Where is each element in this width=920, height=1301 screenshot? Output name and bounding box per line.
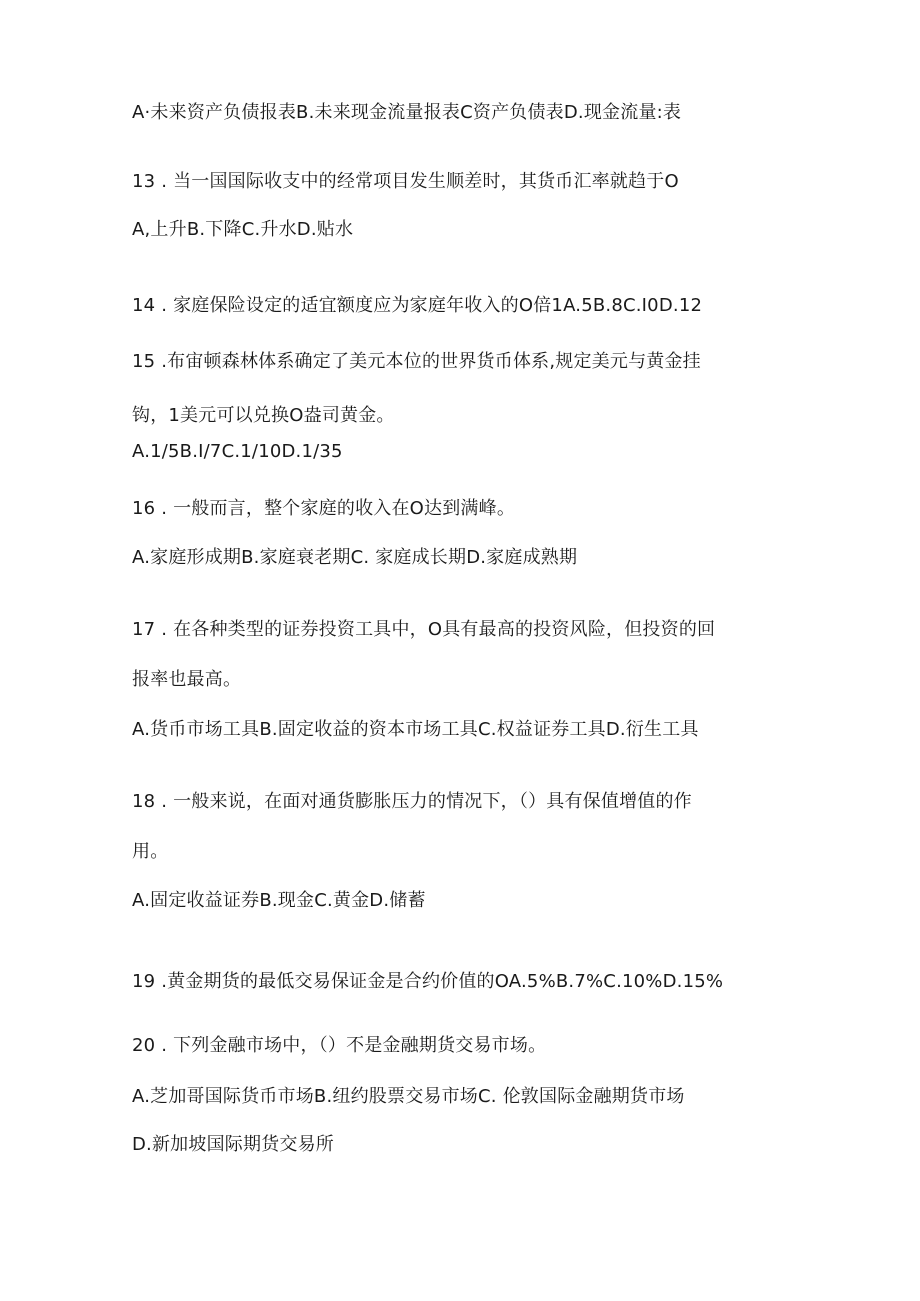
answer-options-18: A.固定收益证券B.现金C.黄金D.储蓄: [132, 890, 426, 911]
answer-options-20-line-2: D.新加坡国际期货交易所: [132, 1134, 334, 1155]
question-16: 16 . 一般而言，整个家庭的收入在O达到满峰。: [132, 498, 516, 519]
answer-options-12: A·未来资产负债报表B.未来现金流量报表C资产负债表D.现金流量:表: [132, 102, 682, 123]
answer-options-16: A.家庭形成期B.家庭衰老期C. 家庭成长期D.家庭成熟期: [132, 547, 578, 568]
answer-options-20-line-1: A.芝加哥国际货币市场B.纽约股票交易市场C. 伦敦国际金融期货市场: [132, 1086, 685, 1107]
question-17-line-1: 17 . 在各种类型的证券投资工具中，O具有最高的投资风险，但投资的回: [132, 619, 716, 640]
question-13: 13 . 当一国国际收支中的经常项目发生顺差时，其货币汇率就趋于O: [132, 171, 679, 192]
answer-options-17: A.货币市场工具B.固定收益的资本市场工具C.权益证券工具D.衍生工具: [132, 719, 699, 740]
question-17-line-2: 报率也最高。: [132, 669, 242, 690]
question-20: 20 . 下列金融市场中，（）不是金融期货交易市场。: [132, 1035, 547, 1056]
question-19: 19 .黄金期货的最低交易保证金是合约价值的OA.5%B.7%C.10%D.15%: [132, 971, 724, 992]
question-18-line-2: 用。: [132, 841, 169, 862]
answer-options-15: A.1/5B.I/7C.1/10D.1/35: [132, 441, 343, 462]
question-15-line-1: 15 .布宙顿森林体系确定了美元本位的世界货币体系,规定美元与黄金挂: [132, 351, 701, 372]
question-15-line-2: 钩，1美元可以兑换O盎司黄金。: [132, 405, 395, 426]
answer-options-13: A,上升B.下降C.升水D.贴水: [132, 219, 354, 240]
question-18-line-1: 18 . 一般来说，在面对通货膨胀压力的情况下，（）具有保值增值的作: [132, 791, 692, 812]
question-14: 14 . 家庭保险设定的适宜额度应为家庭年收入的O倍1A.5B.8C.I0D.12: [132, 295, 703, 316]
